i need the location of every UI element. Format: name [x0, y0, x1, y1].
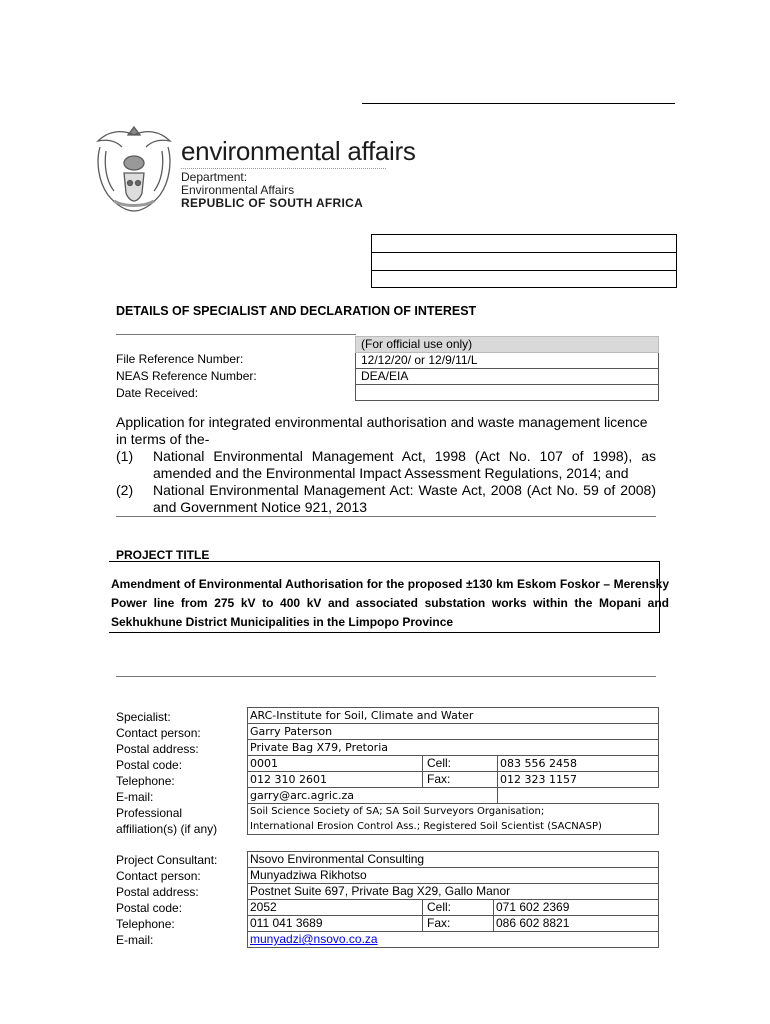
specialist-telephone[interactable]: 012 310 2601 — [248, 772, 423, 788]
specialist-postal-address[interactable]: Private Bag X79, Pretoria — [248, 740, 659, 756]
date-received-value[interactable] — [356, 385, 659, 401]
department-name: Environmental Affairs — [181, 183, 295, 197]
consultant-postal-code[interactable]: 2052 — [248, 900, 423, 916]
specialist-fax[interactable]: 012 323 1157 — [498, 772, 659, 788]
specialist-contact[interactable]: Garry Paterson — [248, 724, 659, 740]
specialist-affiliation-2[interactable]: International Erosion Control Ass.; Registered Soil Scientist (SACNASP) — [248, 819, 659, 835]
specialist-postal-code[interactable]: 0001 — [248, 756, 423, 772]
brand-divider — [181, 168, 386, 169]
application-divider — [116, 516, 656, 517]
affiliation-label-2: affiliation(s) (if any) — [116, 822, 218, 836]
item-number: (2) — [116, 482, 134, 498]
fax-label: Fax: — [423, 772, 498, 788]
reference-table — [355, 336, 659, 401]
file-reference-label: File Reference Number: — [116, 352, 244, 366]
brand-title: environmental affairs — [181, 136, 416, 166]
contact-person-label: Contact person: — [116, 726, 201, 740]
project-title-box — [109, 561, 669, 633]
application-text — [116, 414, 656, 516]
telephone-label: Telephone: — [116, 917, 175, 931]
telephone-label: Telephone: — [116, 774, 175, 788]
application-item — [116, 448, 656, 482]
details-divider — [116, 676, 656, 677]
cell-label: Cell: — [423, 756, 498, 772]
neas-reference-label: NEAS Reference Number: — [116, 369, 257, 383]
email-label: E-mail: — [116, 933, 154, 947]
reference-labels — [116, 351, 257, 402]
consultant-fax[interactable]: 086 602 8821 — [494, 916, 659, 932]
consultant-postal-address[interactable]: Postnet Suite 697, Private Bag X29, Gallo Manor — [248, 884, 659, 900]
specialist-table — [247, 707, 659, 835]
specialist-cell[interactable]: 083 556 2458 — [498, 756, 659, 772]
section-underline — [116, 334, 356, 335]
fax-label: Fax: — [423, 916, 494, 932]
signature-line — [362, 103, 675, 104]
application-item — [116, 482, 656, 516]
specialist-labels — [116, 709, 217, 837]
affiliation-label: Professional — [116, 806, 183, 820]
postal-code-label: Postal code: — [116, 758, 183, 772]
project-title-text: Amendment of Environmental Authorisation for the proposed ±130 km Eskom Foskor – Merensky Power line from 275 kV to 400 kV and associated substation works within the Mopani and Sekhukhune District Municipalities in the Limpopo Province — [111, 577, 669, 629]
department-label: Department: — [181, 170, 248, 184]
item-text: National Environmental Management Act, 1998 (Act No. 107 of 1998), as amended and the Environmental Impact Assessment Regulations, 2014; and — [153, 448, 656, 481]
email-label: E-mail: — [116, 790, 154, 804]
specialist-organisation[interactable]: ARC-Institute for Soil, Climate and Water — [248, 708, 659, 724]
contact-person-label: Contact person: — [116, 869, 201, 883]
project-consultant-label: Project Consultant: — [116, 853, 218, 867]
postal-address-label: Postal address: — [116, 885, 199, 899]
specialist-label: Specialist: — [116, 710, 171, 724]
file-reference-value[interactable]: 12/12/20/ or 12/9/11/L — [356, 353, 659, 369]
consultant-contact[interactable]: Munyadziwa Rikhotso — [248, 868, 659, 884]
neas-reference-value[interactable]: DEA/EIA — [356, 369, 659, 385]
date-received-label: Date Received: — [116, 386, 199, 400]
official-box-row — [372, 235, 676, 253]
specialist-affiliation-1[interactable]: Soil Science Society of SA; SA Soil Surveyors Organisation; — [248, 804, 659, 820]
consultant-cell[interactable]: 071 602 2369 — [494, 900, 659, 916]
consultant-email-link[interactable]: munyadzi@nsovo.co.za — [250, 932, 378, 946]
consultant-table — [247, 851, 659, 948]
country-name: REPUBLIC OF SOUTH AFRICA — [181, 196, 364, 210]
postal-address-label: Postal address: — [116, 742, 199, 756]
cell-label: Cell: — [423, 900, 494, 916]
project-title-heading: PROJECT TITLE — [116, 548, 210, 562]
application-intro: Application for integrated environmental authorisation and waste management licence in terms of the- — [116, 414, 648, 447]
consultant-organisation[interactable]: Nsovo Environmental Consulting — [248, 852, 659, 868]
consultant-telephone[interactable]: 011 041 3689 — [248, 916, 423, 932]
item-number: (1) — [116, 448, 134, 464]
postal-code-label: Postal code: — [116, 901, 183, 915]
section-title: DETAILS OF SPECIALIST AND DECLARATION OF INTEREST — [116, 304, 477, 318]
coat-of-arms-icon — [94, 121, 174, 215]
official-box-row — [372, 253, 676, 271]
item-text: National Environmental Management Act: Waste Act, 2008 (Act No. 59 of 2008) and Government Notice 921, 2013 — [153, 482, 656, 515]
official-box-row — [372, 271, 676, 288]
specialist-email[interactable]: garry@arc.agric.za — [248, 788, 498, 804]
official-use-header: (For official use only) — [356, 337, 659, 353]
official-stamp-box — [371, 234, 677, 288]
consultant-labels — [116, 852, 217, 948]
